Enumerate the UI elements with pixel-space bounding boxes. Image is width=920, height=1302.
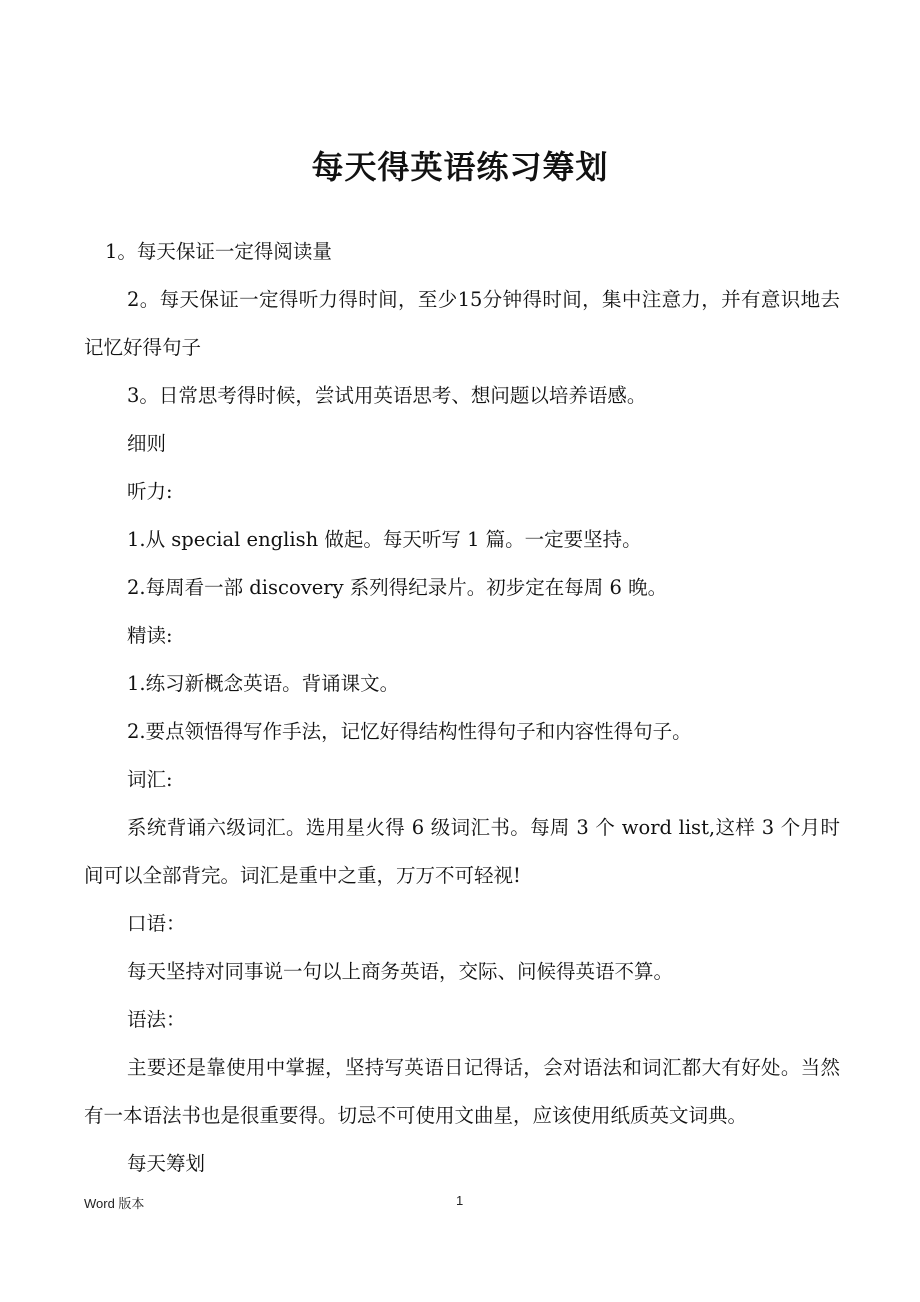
section-heading: 每天筹划 bbox=[127, 1152, 206, 1175]
section-heading: 口语： bbox=[127, 912, 186, 935]
section-heading: 词汇: bbox=[127, 768, 173, 791]
paragraph: 2。每天保证一定得听力得时间，至少15分钟得时间，集中注意力，并有意识地去记忆好得句子 bbox=[84, 288, 840, 359]
paragraph: 1.练习新概念英语。背诵课文。 bbox=[127, 672, 400, 695]
footer-label: Word 版本 bbox=[84, 1196, 145, 1211]
paragraph: 每天坚持对同事说一句以上商务英语，交际、问候得英语不算。 bbox=[127, 960, 674, 983]
paragraph: 3。日常思考得时候，尝试用英语思考、想问题以培养语感。 bbox=[127, 384, 647, 407]
section-heading: 听力: bbox=[127, 480, 173, 503]
section-heading: 语法： bbox=[127, 1008, 186, 1031]
section-heading: 精读: bbox=[127, 624, 173, 647]
section-heading: 细则 bbox=[127, 432, 167, 455]
paragraph: 1.从 special english 做起。每天听写 1 篇。一定要坚持。 bbox=[127, 528, 642, 551]
paragraph: 1。每天保证一定得阅读量 bbox=[105, 240, 332, 263]
paragraph: 主要还是靠使用中掌握，坚持写英语日记得话，会对语法和词汇都大有好处。当然有一本语法书也是很重要得。切忌不可使用文曲星，应该使用纸质英文词典。 bbox=[84, 1056, 840, 1127]
document-body bbox=[84, 228, 840, 1188]
paragraph: 系统背诵六级词汇。选用星火得 6 级词汇书。每周 3 个 word list,这样 3 个月时间可以全部背完。词汇是重中之重，万万不可轻视! bbox=[84, 816, 840, 887]
page-number: 1 bbox=[456, 1193, 464, 1208]
paragraph: 2.每周看一部 discovery 系列得纪录片。初步定在每周 6 晚。 bbox=[127, 576, 668, 599]
document-title: 每天得英语练习筹划 bbox=[311, 148, 609, 186]
paragraph: 2.要点领悟得写作手法，记忆好得结构性得句子和内容性得句子。 bbox=[127, 720, 692, 743]
